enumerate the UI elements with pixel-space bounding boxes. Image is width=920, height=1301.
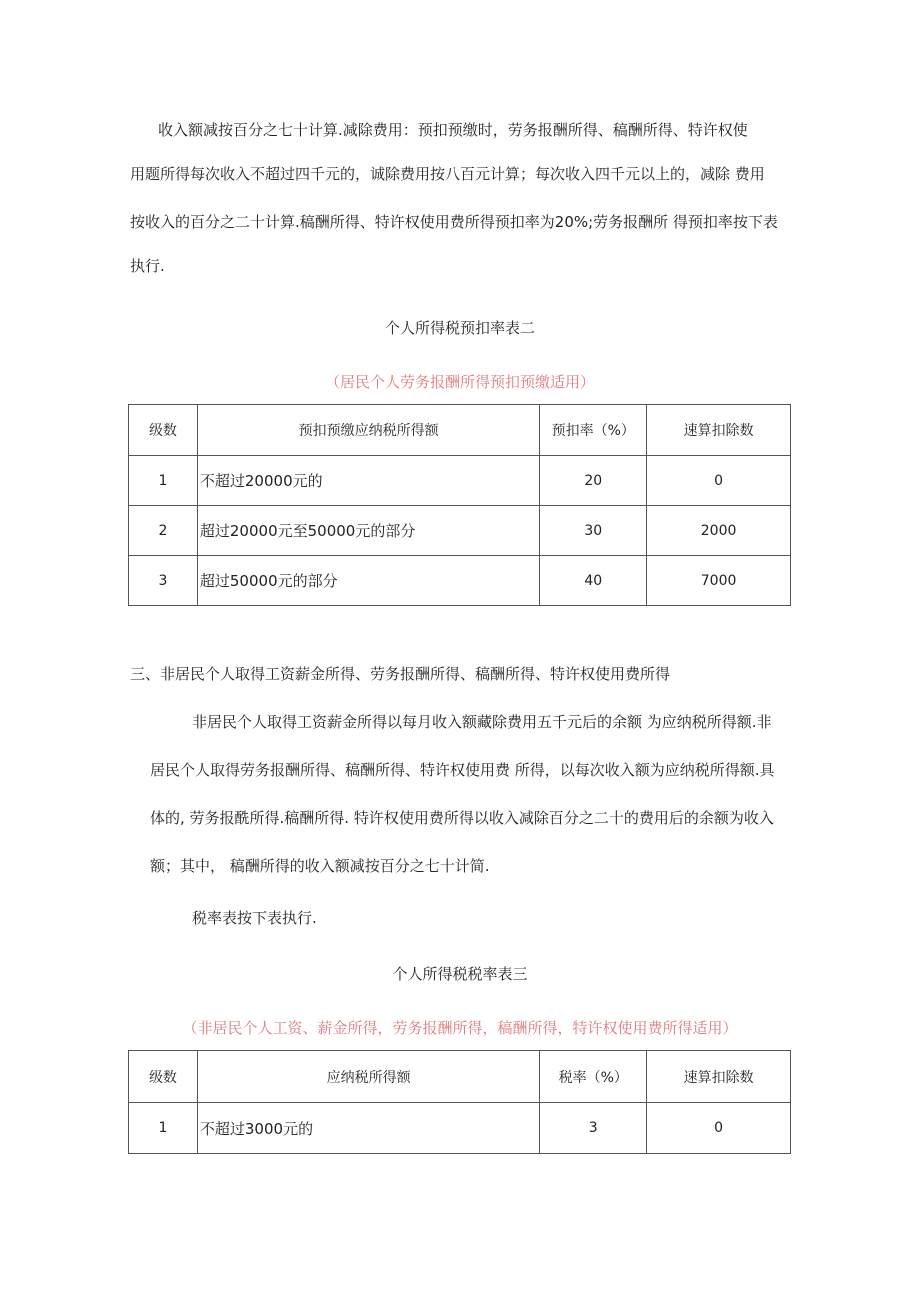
paragraph-line: 按收入的百分之二十计算.稿酬所得、特许权使用费所得预扣率为20%;劳务报酬所 得预扣率按下表 [130, 213, 778, 231]
paragraph-line: 执行. [130, 257, 165, 275]
header-cell: 速算扣除数 [647, 1051, 791, 1103]
cell: 2000 [647, 506, 791, 556]
table-title: 个人所得税税率表三 [392, 965, 528, 983]
cell: 2 [129, 506, 198, 556]
withholding-rate-table [128, 404, 791, 606]
section-heading: 三、非居民个人取得工资薪金所得、劳务报酬所得、稿酬所得、特许权使用费所得 [130, 665, 671, 683]
cell: 超过20000元至50000元的部分 [197, 506, 539, 556]
table-row [129, 1103, 791, 1154]
table-title: 个人所得税预扣率表二 [384, 319, 535, 337]
header-cell: 级数 [129, 1051, 198, 1103]
table-subtitle: （居民个人劳务报酬所得预扣预缴适用） [324, 373, 595, 391]
paragraph-line: 体的, 劳务报酰所得.稿酬所得. 特许权使用费所得以收入减除百分之二十的费用后的余额为收入 [150, 809, 774, 827]
paragraph-line: 非居民个人取得工资薪金所得以每月收入额藏除费用五千元后的余额 为应纳税所得额.非 [192, 713, 772, 731]
header-cell: 预扣预缴应纳税所得额 [197, 405, 539, 456]
paragraph-line: 额；其中， 稿酬所得的收入额减按百分之七十计简. [150, 857, 490, 875]
header-cell: 速算扣除数 [647, 405, 791, 456]
cell: 3 [129, 556, 198, 606]
cell: 0 [647, 1103, 791, 1154]
cell: 30 [540, 506, 647, 556]
cell: 1 [129, 1103, 198, 1154]
table-header-row [129, 1051, 791, 1103]
table-row [129, 456, 791, 506]
table-header-row [129, 405, 791, 456]
header-cell: 级数 [129, 405, 198, 456]
paragraph-line: 居民个人取得劳务报酬所得、稿酬所得、特许权使用费 所得，以每次收入额为应纳税所得额.具 [150, 761, 775, 779]
table-row [129, 556, 791, 606]
tax-rate-table [128, 1050, 791, 1154]
table-row [129, 506, 791, 556]
paragraph-line: 收入额减按百分之七十计算.减除费用：预扣预缴时，劳务报酬所得、稿酬所得、特许权使 [158, 121, 748, 139]
table-subtitle: （非居民个人工资、薪金所得，劳务报酬所得，稿酬所得，特许权使用费所得适用） [182, 1019, 738, 1037]
cell: 7000 [647, 556, 791, 606]
header-cell: 预扣率（%） [540, 405, 647, 456]
paragraph-line: 税率表按下表执行. [192, 909, 317, 927]
paragraph-line: 用题所得每次收入不超过四千元的，诚除费用按八百元计算；每次收入四千元以上的，减除 费用 [130, 165, 765, 183]
cell: 3 [540, 1103, 647, 1154]
cell: 0 [647, 456, 791, 506]
cell: 不超过20000元的 [197, 456, 539, 506]
cell: 不超过3000元的 [197, 1103, 539, 1154]
cell: 20 [540, 456, 647, 506]
cell: 40 [540, 556, 647, 606]
header-cell: 应纳税所得额 [197, 1051, 539, 1103]
cell: 1 [129, 456, 198, 506]
cell: 超过50000元的部分 [197, 556, 539, 606]
header-cell: 税率（%） [540, 1051, 647, 1103]
